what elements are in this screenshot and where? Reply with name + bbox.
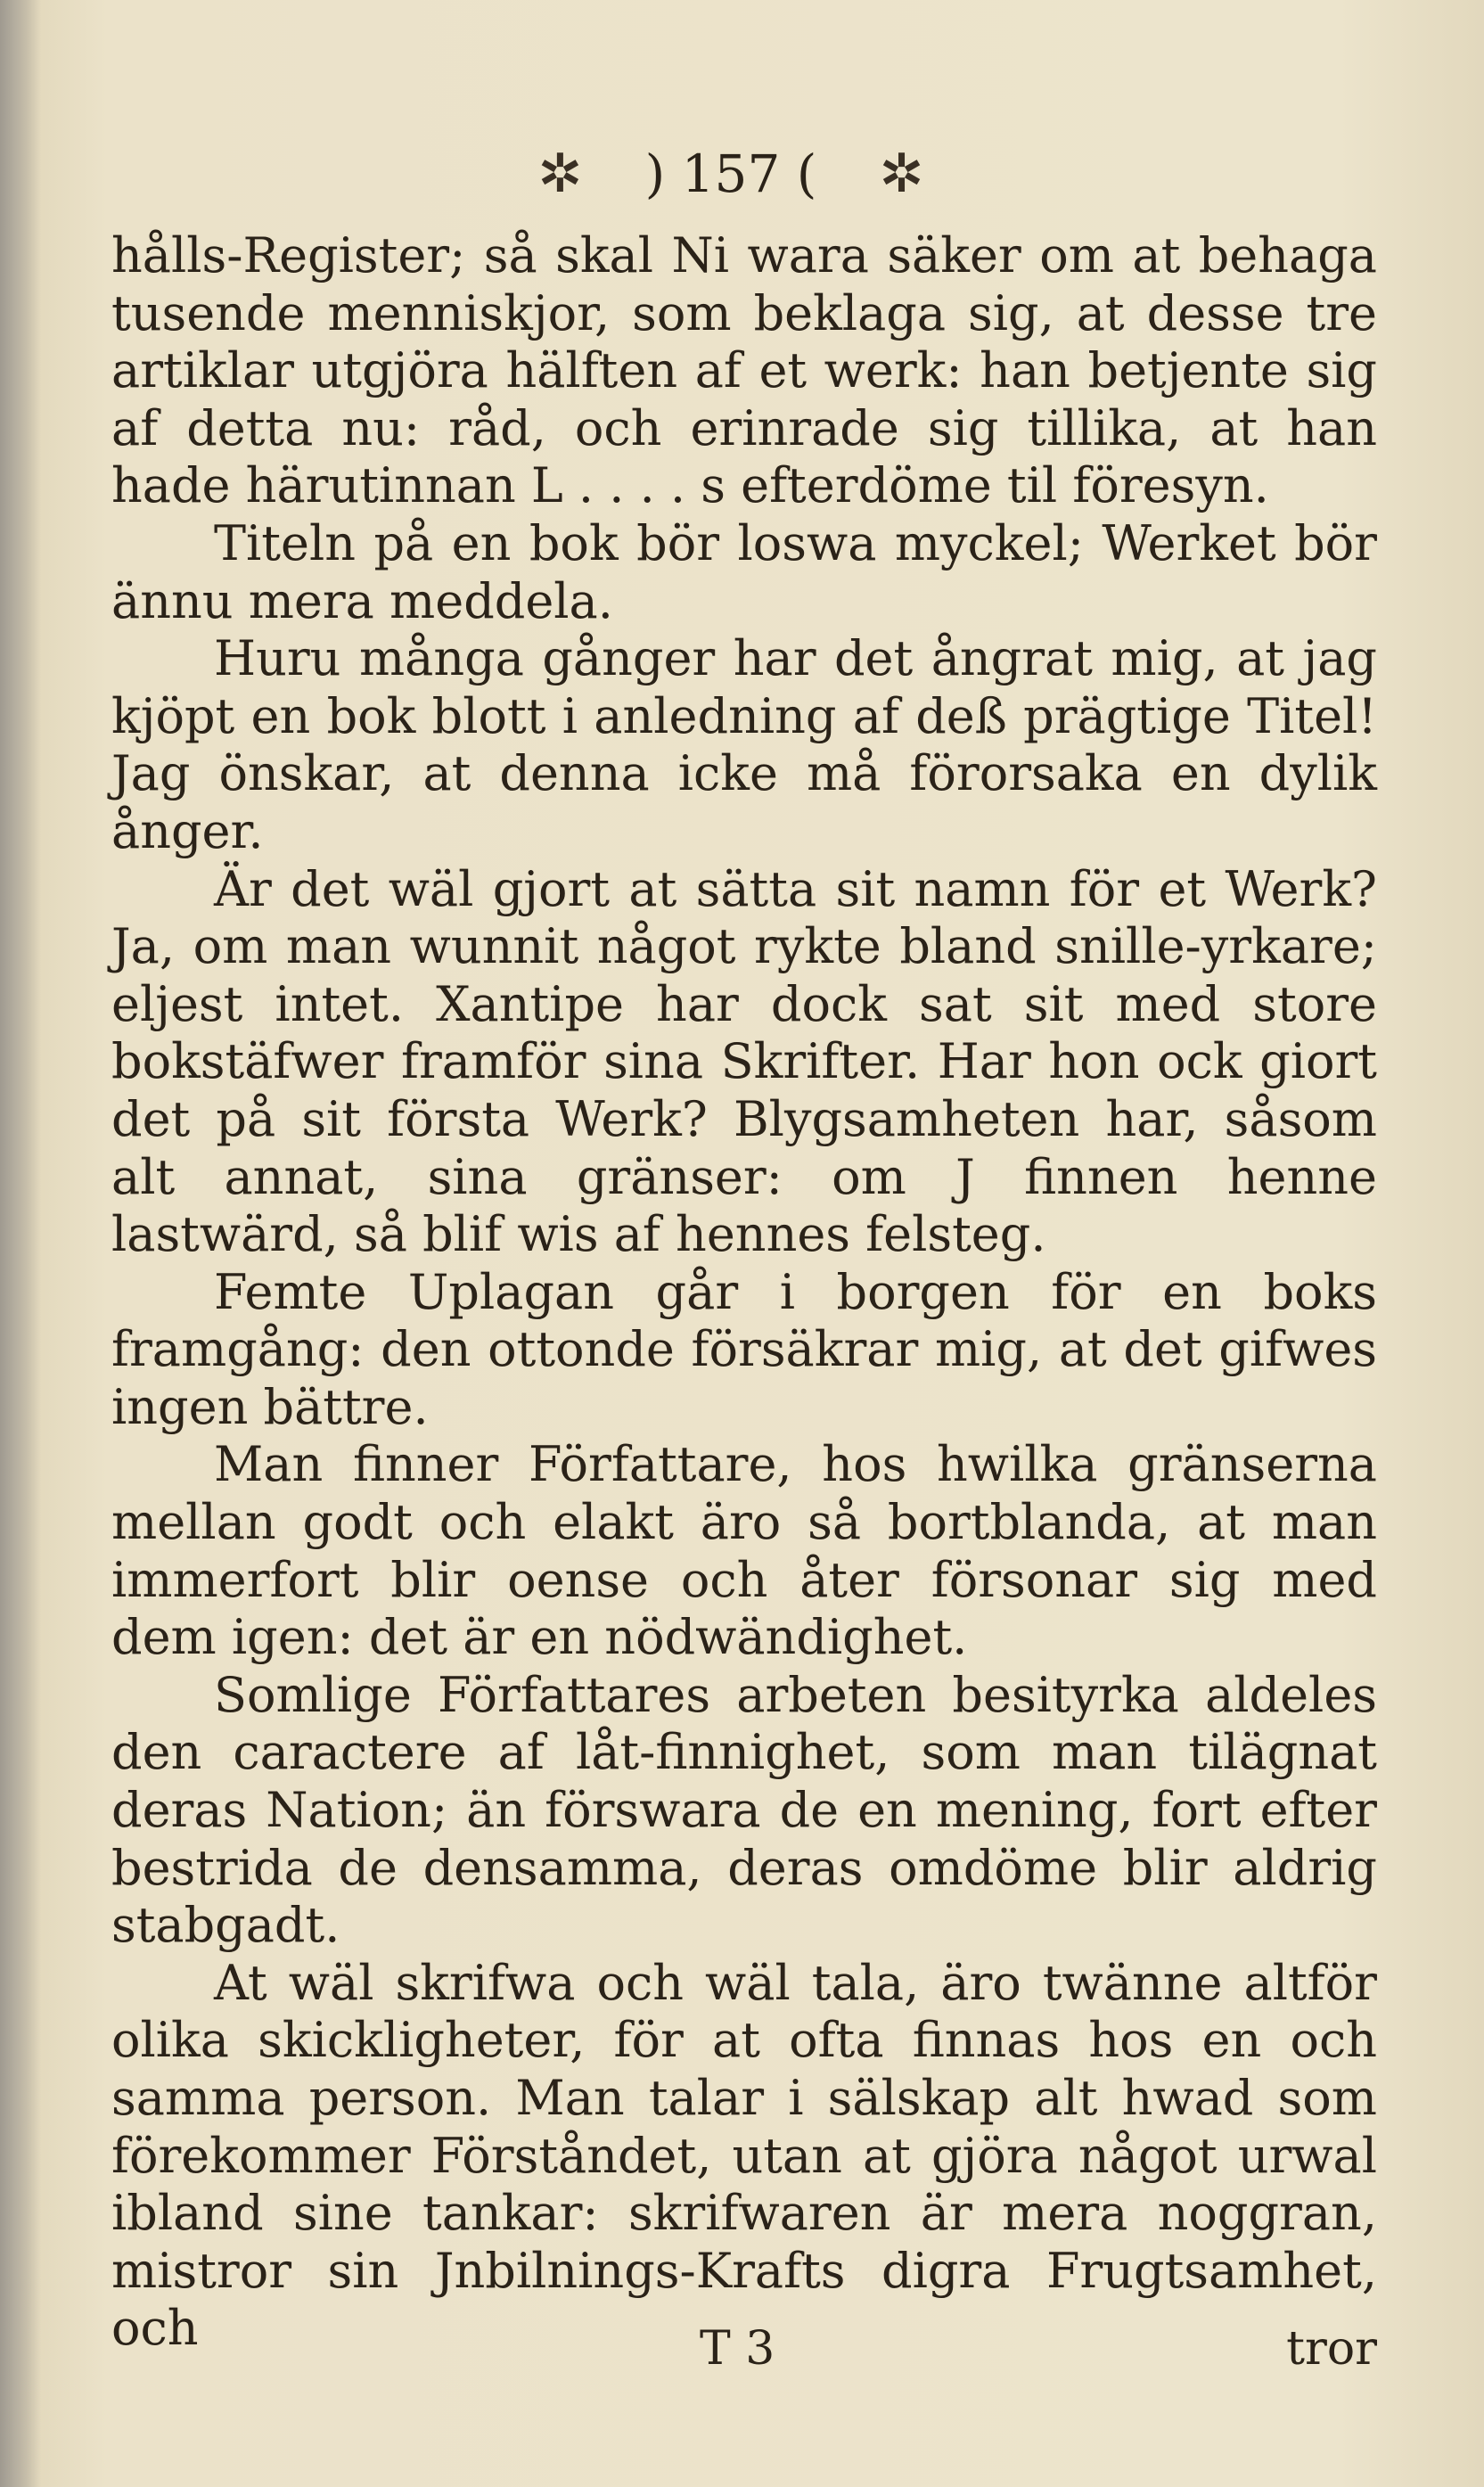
- page-footer: [111, 2322, 1377, 2384]
- paragraph: hålls-Register; så skal Ni wara säker om at behaga tusende menniskjor, som beklaga sig, at desse tre artiklar utgjöra hälften af et werk: han betjente sig af detta nu: råd, och erinrade sig tillika, at han hade härutinnan L . . . . s efterdöme til föresyn.: [111, 227, 1377, 514]
- binding-shadow: [0, 0, 41, 2487]
- paragraph: At wäl skrifwa och wäl tala, äro twänne altför olika skickligheter, för at ofta finnas hos en och samma person. Man talar i sälskap alt hwad som förekommer Förståndet, utan at gjöra något urwal ibland sine tankar: skrifwaren är mera noggran, mistror sin Jnbilnings-Krafts digra Frugtsamhet, och: [111, 1954, 1377, 2357]
- paragraph: Huru många gånger har det ångrat mig, at jag kjöpt en bok blott i anledning af deß prägtige Titel! Jag önskar, at denna icke må förorsaka en dylik ånger.: [111, 630, 1377, 859]
- catchword: tror: [1286, 2322, 1377, 2376]
- left-ornament-icon: ✲: [537, 143, 583, 205]
- right-ornament-icon: ✲: [879, 143, 924, 205]
- paragraph: Man finner Författare, hos hwilka gränserna mellan godt och elakt äro så bortblanda, at man immerfort blir oense och åter försonar sig med dem igen: det är en nödwändighet.: [111, 1436, 1377, 1666]
- paragraph: Femte Uplagan går i borgen för en boks framgång: den ottonde försäkrar mig, at det gifwes ingen bättre.: [111, 1263, 1377, 1435]
- paragraph: Titeln på en bok bör loswa myckel; Werket bör ännu mera meddela.: [111, 514, 1377, 629]
- running-header: [392, 134, 1070, 214]
- signature-mark: T 3: [700, 2322, 775, 2376]
- paragraph: Somlige Författares arbeten besityrka aldeles den caractere af låt-finnighet, som man tilägnat deras Nation; än förswara de en mening, fort efter bestrida de densamma, deras omdöme blir aldrig stabgadt.: [111, 1666, 1377, 1954]
- body-text: [111, 227, 1377, 2358]
- page-number: ) 157 (: [644, 144, 817, 204]
- paragraph: Är det wäl gjort at sätta sit namn för et Werk? Ja, om man wunnit något rykte bland snille-yrkare; eljest intet. Xantipe har dock sat sit med store bokstäfwer framför sina Skrifter. Har hon ock giort det på sit första Werk? Blygsamheten har, såsom alt annat, sina gränser: om J finnen henne lastwärd, så blif wis af hennes felsteg.: [111, 860, 1377, 1263]
